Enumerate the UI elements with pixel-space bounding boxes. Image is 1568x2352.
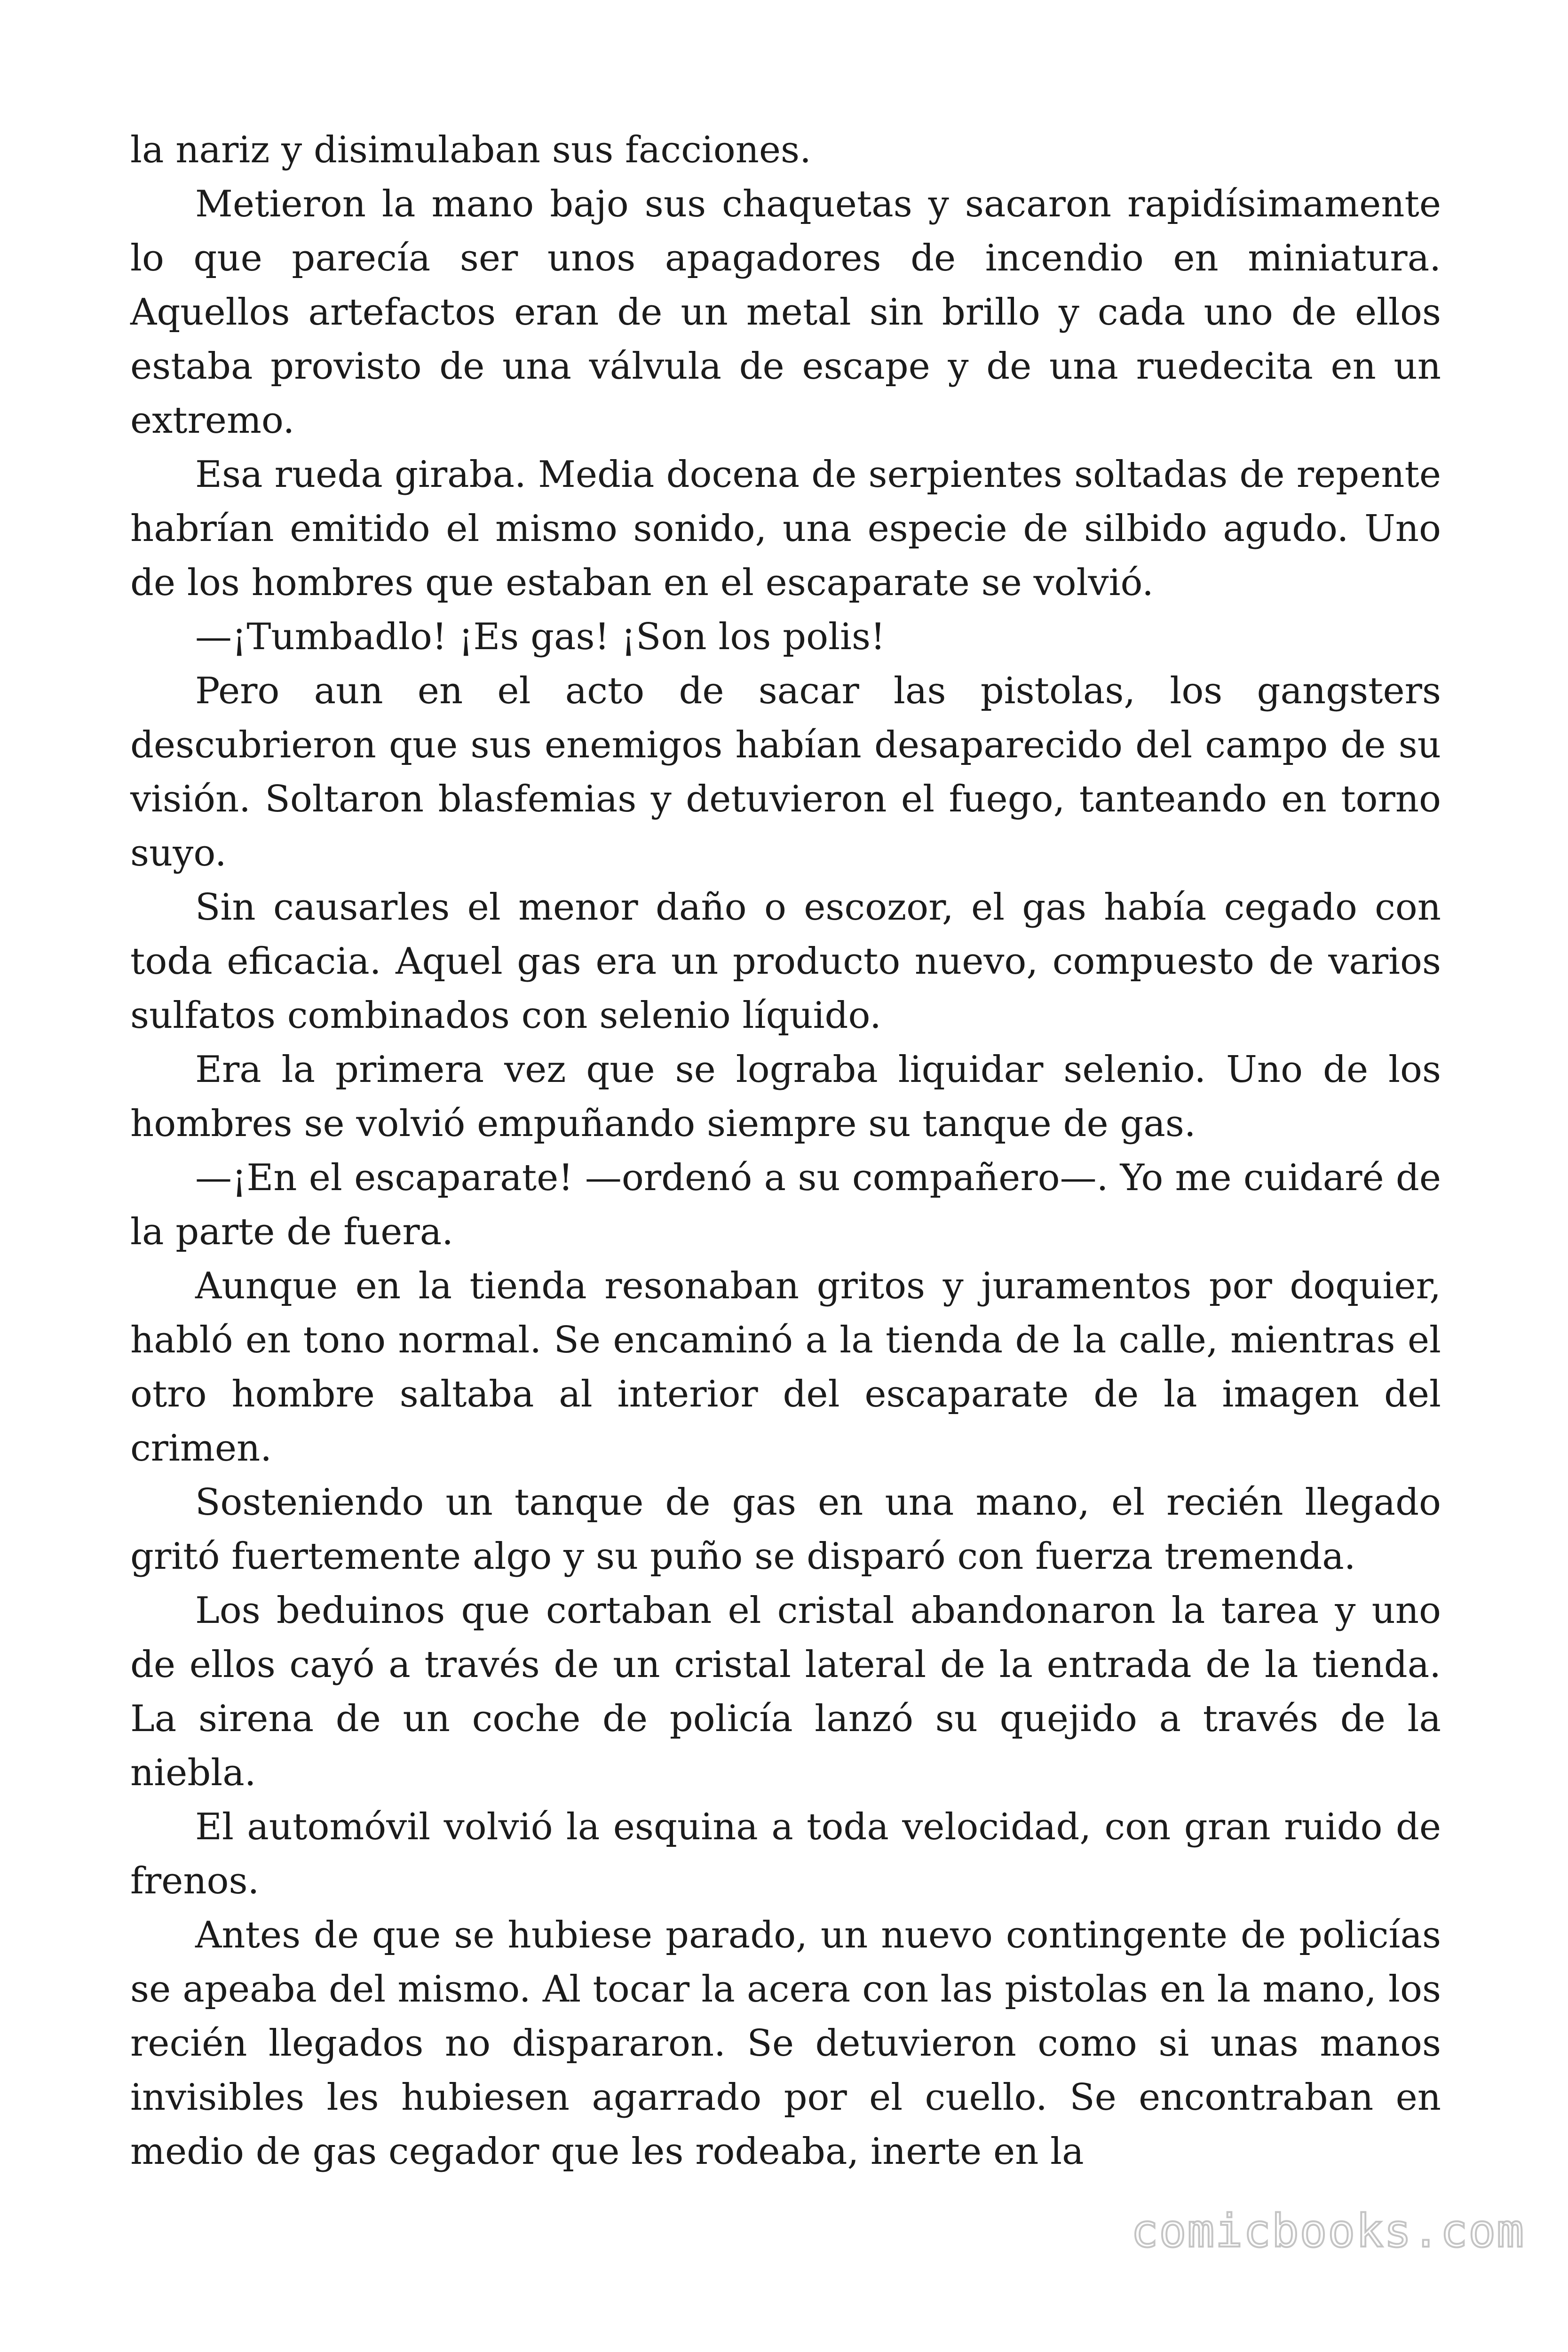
paragraph: Esa rueda giraba. Media docena de serpientes soltadas de repente habrían emitido el mismo sonido, una especie de silbido agudo. Uno de los hombres que estaban en el escaparate se volvió.: [130, 453, 1441, 604]
paragraph: Metieron la mano bajo sus chaquetas y sacaron rapidísimamente lo que parecía ser unos apagadores de incendio en miniatura. Aquellos artefactos eran de un metal sin brillo y cada uno de ellos estaba provisto de una válvula de escape y de una ruedecita en un extremo.: [130, 183, 1441, 442]
paragraph: Pero aun en el acto de sacar las pistolas, los gangsters descubrieron que sus enemigos habían desaparecido del campo de su visión. Soltaron blasfemias y detuvieron el fuego, tanteando en torno suyo.: [130, 670, 1441, 874]
paragraph: la nariz y disimulaban sus facciones.: [130, 129, 811, 171]
paragraph: Sosteniendo un tanque de gas en una mano, el recién llegado gritó fuertemente algo y su puño se disparó con fuerza tremenda.: [130, 1481, 1441, 1578]
paragraph: Los beduinos que cortaban el cristal abandonaron la tarea y uno de ellos cayó a través de un cristal lateral de la entrada de la tienda. La sirena de un coche de policía lanzó su quejido a través de la niebla.: [130, 1589, 1441, 1794]
paragraph: Aunque en la tienda resonaban gritos y juramentos por doquier, habló en tono normal. Se encaminó a la tienda de la calle, mientras el otro hombre saltaba al interior del escaparate de la imagen del crimen.: [130, 1265, 1441, 1470]
watermark: comicbooks.com: [1131, 2205, 1525, 2257]
book-page-text: [130, 123, 1441, 2179]
paragraph: El automóvil volvió la esquina a toda velocidad, con gran ruido de frenos.: [130, 1806, 1441, 1902]
paragraph: —¡Tumbadlo! ¡Es gas! ¡Son los polis!: [195, 616, 886, 658]
paragraph: —¡En el escaparate! —ordenó a su compañero—. Yo me cuidaré de la parte de fuera.: [130, 1157, 1441, 1253]
paragraph: Era la primera vez que se lograba liquidar selenio. Uno de los hombres se volvió empuñando siempre su tanque de gas.: [130, 1049, 1441, 1145]
paragraph: Antes de que se hubiese parado, un nuevo contingente de policías se apeaba del mismo. Al tocar la acera con las pistolas en la mano, los recién llegados no dispararon. Se detuvieron como si unas manos invisibles les hubiesen agarrado por el cuello. Se encontraban en medio de gas cegador que les rodeaba, inerte en la: [130, 1914, 1441, 2173]
paragraph: Sin causarles el menor daño o escozor, el gas había cegado con toda eficacia. Aquel gas era un producto nuevo, compuesto de varios sulfatos combinados con selenio líquido.: [130, 886, 1441, 1037]
